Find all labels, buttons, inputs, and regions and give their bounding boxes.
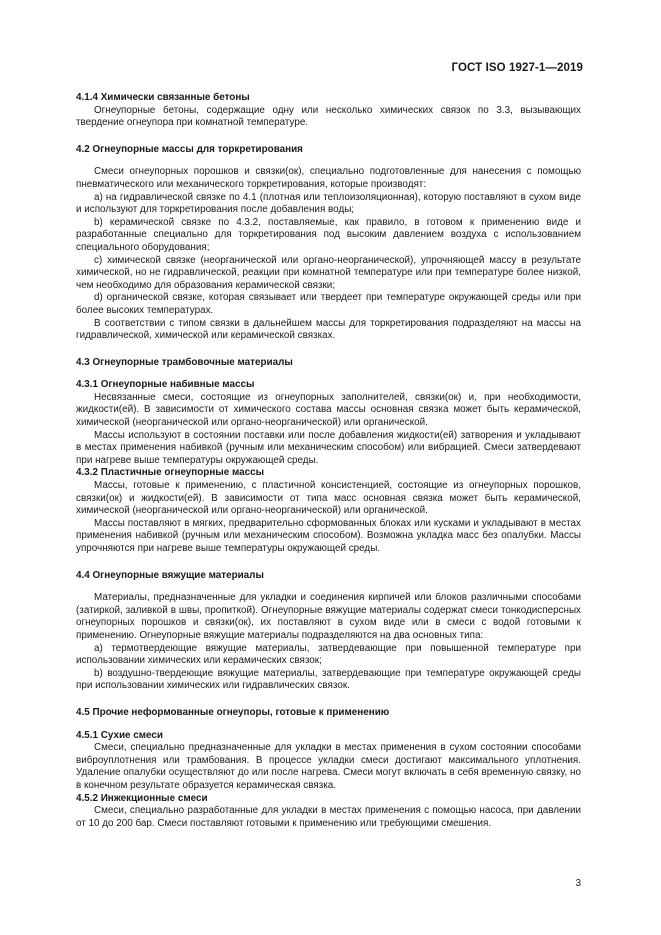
heading-4-2: 4.2 Огнеупорные массы для торкретирования [76,143,303,155]
standard-header: ГОСТ ISO 1927-1—2019 [451,62,583,74]
paragraph: Материалы, предназначенные для укладки и соединения кирпичей или блоков различными способами (затиркой, заливкой в швы, пропиткой). Огнеупорные вяжущие материалы содержат смеси тонкодисперсных огнеупорных порошков и связки(ок), их поставляют в сухом виде или в смеси с водой готовыми к применению. Огнеупорные вяжущие материалы подразделяются на два основных типа: [76,592,581,641]
paragraph: В соответствии с типом связки в дальнейшем массы для торкретирования подразделяют на массы на гидравлической, химической или керамической связках. [76,317,581,342]
paragraph: Массы, готовые к применению, с пластичной консистенцией, состоящие из огнеупорных порошков, связки(ок) и жидкости(ей). В зависимости от типа масс основная связка может быть керамической, химической (неорганической или органо-неорганической) или органической. [76,480,581,517]
paragraph: Огнеупорные бетоны, содержащие одну или несколько химических связок по 3.3, вызывающих твердение огнеупора при комнатной температуре. [76,104,581,129]
paragraph: Смеси, специально разработанные для укладки в местах применения с помощью насоса, при давлении от 10 до 200 бар. Смеси поставляют готовыми к применению или требующими смешения. [76,805,581,829]
list-item-a: a) на гидравлической связке по 4.1 (плотная или теплоизоляционная), которую поставляют в сухом виде и используют для торкретирования после добавления воды; [76,191,581,216]
list-item-d: d) органической связке, которая связывает или твердеет при температуре окружающей среды или при более высоких температурах. [76,292,581,316]
heading-4-1-4: 4.1.4 Химически связанные бетоны [76,92,250,103]
paragraph: Массы используют в состоянии поставки или после добавления жидкости(ей) затворения и укладывают в местах применения набивкой (ручным или механическим способом) или вибрацией. Смеси затвердевают при нагреве выше температуры окружающей среды. [76,429,581,466]
heading-4-3: 4.3 Огнеупорные трамбовочные материалы [76,356,293,368]
paragraph: Смеси, специально предназначенные для укладки в местах применения в сухом состоянии способами виброуплотнения или трамбования. В процессе укладки смеси достигают максимального уплотнения. Удаление опалубки осуществляют до или после нагрева. Смеси могут включать в себя временную связку, но в конечном результате образуется керамическая связка. [76,742,581,791]
list-item-b: b) керамической связке по 4.3.2, поставляемые, как правило, в готовом к применению виде и разработанные специально для торкретирования под высоким давлением воздуха с использованием специального оборудования; [76,216,581,253]
page-number: 3 [575,878,581,889]
heading-4-5: 4.5 Прочие неформованные огнеупоры, готовые к применению [76,706,390,718]
page-content [76,92,581,830]
list-item-b: b) воздушно-твердеющие вяжущие материалы, затвердевающие при температуре окружающей среды при использовании химических или гидравлических связок. [76,667,581,692]
heading-4-5-1: 4.5.1 Сухие смеси [76,729,163,741]
heading-4-3-2: 4.3.2 Пластичные огнеупорные массы [76,467,265,479]
paragraph: Смеси огнеупорных порошков и связки(ок), специально подготовленные для нанесения с помощью пневматического или механического торкретирования, которые производят: [76,166,581,190]
heading-4-4: 4.4 Огнеупорные вяжущие материалы [76,569,264,581]
heading-4-5-2: 4.5.2 Инжекционные смеси [76,792,208,804]
list-item-a: a) термотвердеющие вяжущие материалы, затвердевающие при повышенной температуре при использовании химических или керамических связок; [76,642,581,667]
list-item-c: c) химической связке (неорганической или органо-неорганической), упрочняющей массу в результате химической, но не гидравлической, реакции при комнатной температуре или при температуре более низкой, чем необходимо для образования керамической связки; [76,254,581,291]
paragraph: Несвязанные смеси, состоящие из огнеупорных заполнителей, связки(ок) и, при необходимости, жидкости(ей). В зависимости от химического состава массы основная связка может быть керамической, химической (неорганической или органо-неорганической) или органической. [76,391,581,429]
paragraph: Массы поставляют в мягких, предварительно сформованных блоках или кусками и укладывают в местах применения набивкой (ручным или механическим способом). Возможна укладка масс без опалубки. Массы упрочняются при нагреве выше температуры окружающей среды. [76,517,581,554]
heading-4-3-1: 4.3.1 Огнеупорные набивные массы [76,379,255,391]
